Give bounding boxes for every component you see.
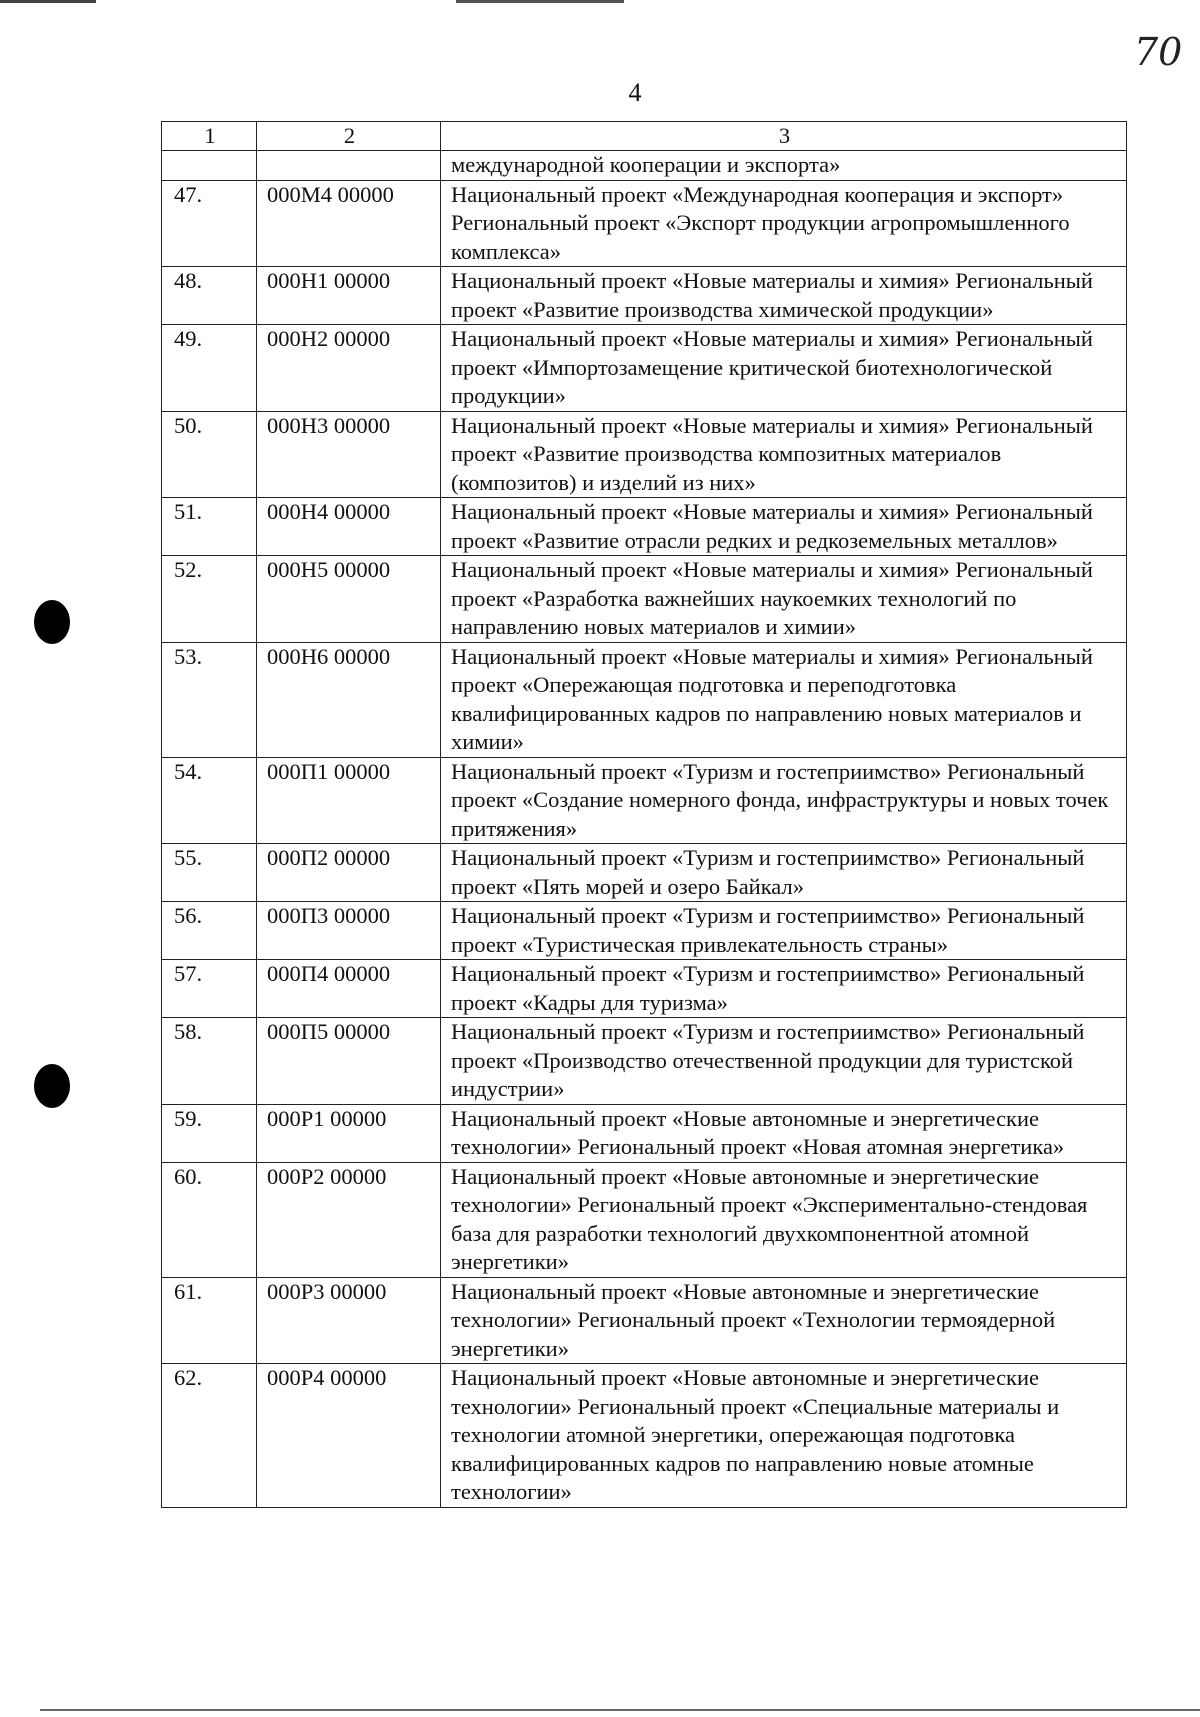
row-number-cell: 62. (162, 1364, 257, 1508)
row-number-cell: 50. (162, 411, 257, 498)
project-description-cell: Национальный проект «Туризм и гостеприимство» Региональный проект «Создание номерного фонда, инфраструктуры и новых точек притяжения» (441, 757, 1127, 844)
budget-code-cell: 000H6 00000 (257, 642, 441, 757)
row-number-cell: 53. (162, 642, 257, 757)
table-row (162, 1018, 1127, 1105)
row-number-cell: 60. (162, 1162, 257, 1277)
project-description-cell: Национальный проект «Новые автономные и энергетические технологии» Региональный проект «Технологии термоядерной энергетики» (441, 1277, 1127, 1364)
project-description-cell: международной кооперации и экспорта» (441, 151, 1127, 181)
column-header-2: 2 (257, 122, 441, 151)
column-header-1: 1 (162, 122, 257, 151)
project-description-cell: Национальный проект «Международная кооперация и экспорт» Региональный проект «Экспорт продукции агропромышленного комплекса» (441, 180, 1127, 267)
project-description-cell: Национальный проект «Туризм и гостеприимство» Региональный проект «Туристическая привлекательность страны» (441, 902, 1127, 960)
table-row (162, 757, 1127, 844)
scan-edge-bottom (40, 1709, 1200, 1711)
table-row (162, 180, 1127, 267)
project-description-cell: Национальный проект «Туризм и гостеприимство» Региональный проект «Производство отечественной продукции для туристской индустрии» (441, 1018, 1127, 1105)
table-row (162, 1364, 1127, 1508)
row-number-cell: 48. (162, 267, 257, 325)
row-number-cell: 51. (162, 498, 257, 556)
budget-code-cell: 000P3 00000 (257, 1277, 441, 1364)
budget-code-cell: 000H4 00000 (257, 498, 441, 556)
table-row (162, 1162, 1127, 1277)
row-number-cell: 61. (162, 1277, 257, 1364)
budget-code-cell: 000П3 00000 (257, 902, 441, 960)
budget-code-cell: 000H5 00000 (257, 556, 441, 643)
budget-code-cell: 000P2 00000 (257, 1162, 441, 1277)
row-number-cell: 55. (162, 844, 257, 902)
budget-code-cell: 000H1 00000 (257, 267, 441, 325)
column-header-3: 3 (441, 122, 1127, 151)
table-row (162, 902, 1127, 960)
page-number: 4 (628, 78, 642, 107)
project-description-cell: Национальный проект «Новые материалы и химия» Региональный проект «Развитие отрасли редких и редкоземельных металлов» (441, 498, 1127, 556)
budget-code-cell: 000П4 00000 (257, 960, 441, 1018)
project-description-cell: Национальный проект «Туризм и гостеприимство» Региональный проект «Пять морей и озеро Байкал» (441, 844, 1127, 902)
project-description-cell: Национальный проект «Новые автономные и энергетические технологии» Региональный проект «Специальные материалы и технологии атомной энергетики, опережающая подготовка квалифицированных кадров по направлению новые атомные технологии» (441, 1364, 1127, 1508)
project-description-cell: Национальный проект «Туризм и гостеприимство» Региональный проект «Кадры для туризма» (441, 960, 1127, 1018)
budget-codes-table (161, 121, 1127, 1508)
row-number-cell: 54. (162, 757, 257, 844)
budget-code-cell: 000H2 00000 (257, 325, 441, 412)
table-row (162, 151, 1127, 181)
budget-code-cell (257, 151, 441, 181)
project-description-cell: Национальный проект «Новые материалы и химия» Региональный проект «Импортозамещение критической биотехнологической продукции» (441, 325, 1127, 412)
table-row (162, 267, 1127, 325)
project-description-cell: Национальный проект «Новые автономные и энергетические технологии» Региональный проект «Новая атомная энергетика» (441, 1104, 1127, 1162)
row-number-cell: 47. (162, 180, 257, 267)
table-row (162, 1104, 1127, 1162)
row-number-cell (162, 151, 257, 181)
table-row (162, 498, 1127, 556)
table-row (162, 642, 1127, 757)
table-header-row (162, 122, 1127, 151)
table-row (162, 556, 1127, 643)
handwritten-page-mark: 70 (1134, 30, 1183, 74)
budget-code-cell: 000П1 00000 (257, 757, 441, 844)
table-row (162, 1277, 1127, 1364)
row-number-cell: 56. (162, 902, 257, 960)
scan-edge-top (0, 0, 1200, 3)
budget-code-cell: 000M4 00000 (257, 180, 441, 267)
row-number-cell: 59. (162, 1104, 257, 1162)
budget-code-cell: 000P4 00000 (257, 1364, 441, 1508)
punch-hole-mark (34, 600, 70, 644)
table-row (162, 960, 1127, 1018)
row-number-cell: 52. (162, 556, 257, 643)
project-description-cell: Национальный проект «Новые материалы и химия» Региональный проект «Развитие производства химической продукции» (441, 267, 1127, 325)
table-row (162, 844, 1127, 902)
project-description-cell: Национальный проект «Новые материалы и химия» Региональный проект «Разработка важнейших наукоемких технологий по направлению новых материалов и химии» (441, 556, 1127, 643)
row-number-cell: 58. (162, 1018, 257, 1105)
budget-code-cell: 000H3 00000 (257, 411, 441, 498)
budget-code-cell: 000P1 00000 (257, 1104, 441, 1162)
budget-code-cell: 000П5 00000 (257, 1018, 441, 1105)
project-description-cell: Национальный проект «Новые материалы и химия» Региональный проект «Опережающая подготовка и переподготовка квалифицированных кадров по направлению новых материалов и химии» (441, 642, 1127, 757)
punch-hole-mark (34, 1064, 70, 1108)
row-number-cell: 49. (162, 325, 257, 412)
budget-code-cell: 000П2 00000 (257, 844, 441, 902)
row-number-cell: 57. (162, 960, 257, 1018)
table-row (162, 325, 1127, 412)
table-row (162, 411, 1127, 498)
project-description-cell: Национальный проект «Новые автономные и энергетические технологии» Региональный проект «Экспериментально-стендовая база для разработки технологий двухкомпонентной атомной энергетики» (441, 1162, 1127, 1277)
project-description-cell: Национальный проект «Новые материалы и химия» Региональный проект «Развитие производства композитных материалов (композитов) и изделий из них» (441, 411, 1127, 498)
